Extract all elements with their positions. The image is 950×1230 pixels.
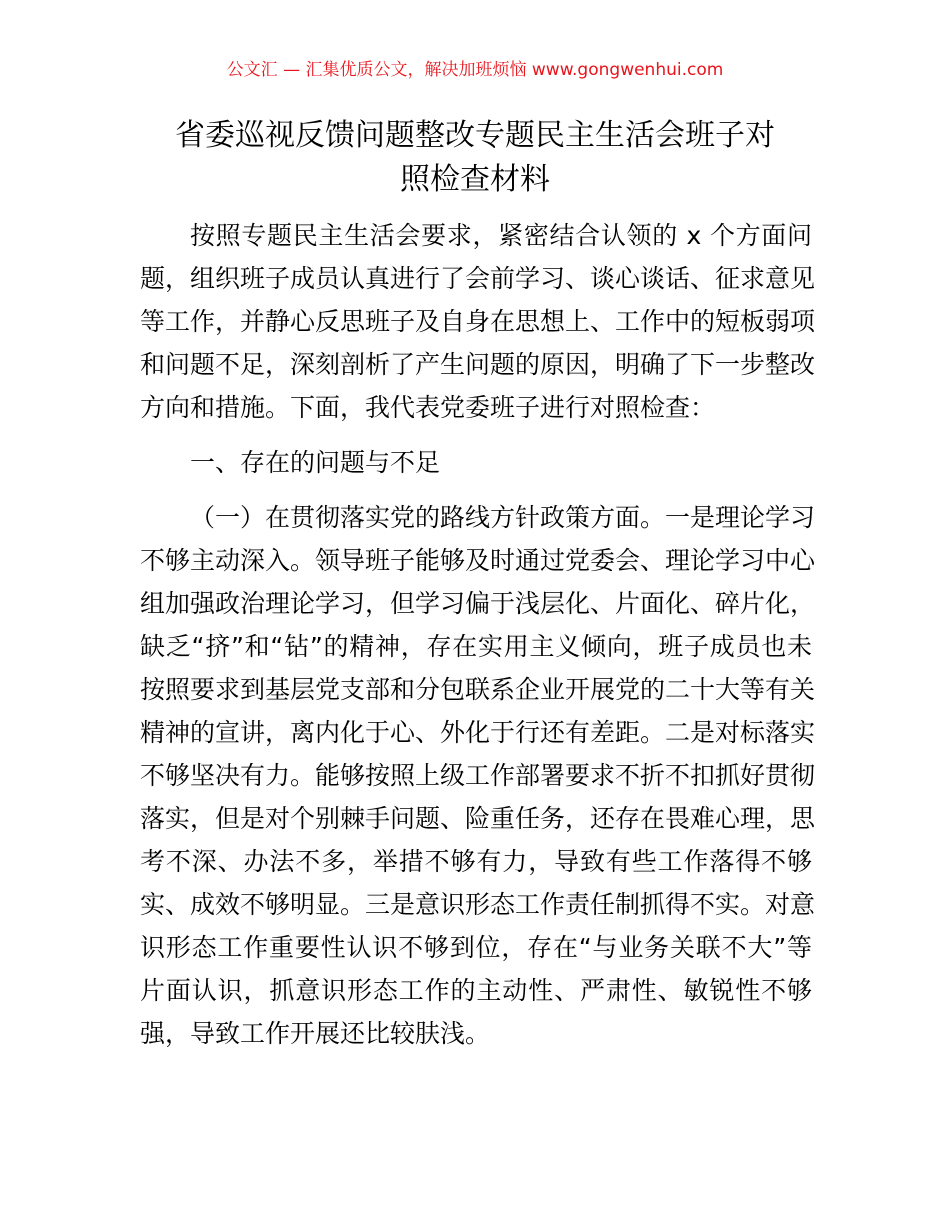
text-line: 实、成效不够明显。三是意识形态工作责任制抓得不实。对意	[140, 890, 816, 919]
text-line: 考不深、办法不多，举措不够有力，导致有些工作落得不够	[140, 847, 812, 876]
text-line: 强，导致工作开展还比较肤浅。	[140, 1019, 491, 1048]
text-line: 组加强政治理论学习，但学习偏于浅层化、片面化、碎片化，	[140, 589, 816, 618]
text-line: 和问题不足，深刻剖析了产生问题的原因，明确了下一步整改	[140, 350, 816, 379]
document-title	[130, 114, 820, 202]
section-heading	[140, 441, 812, 484]
paragraph-intro	[140, 214, 816, 429]
text-line: 片面认识，抓意识形态工作的主动性、严肃性、敏锐性不够	[140, 976, 812, 1005]
text-line: 识形态工作重要性认识不够到位，存在“与业务关联不大”等	[140, 933, 812, 962]
title-line: 省委巡视反馈问题整改专题民主生活会班子对	[175, 118, 775, 153]
text-line: 不够坚决有力。能够按照上级工作部署要求不折不扣抓好贯彻	[140, 761, 816, 790]
text-line: 等工作，并静心反思班子及自身在思想上、工作中的短板弱项	[140, 307, 816, 336]
text-line: 按照专题民主生活会要求，紧密结合认领的 x 个方面问	[190, 221, 812, 250]
watermark-header: 公文汇 — 汇集优质公文，解决加班烦恼 www.gongwenhui.com	[226, 60, 724, 80]
text-line: 精神的宣讲，离内化于心、外化于行还有差距。二是对标落实	[140, 718, 816, 747]
heading-line: 一、存在的问题与不足	[190, 448, 441, 477]
text-line: 落实，但是对个别棘手问题、险重任务，还存在畏难心理，思	[140, 804, 816, 833]
text-line: 题，组织班子成员认真进行了会前学习、谈心谈话、征求意见	[140, 264, 816, 293]
text-line: 不够主动深入。领导班子能够及时通过党委会、理论学习中心	[140, 546, 816, 575]
text-line: 按照要求到基层党支部和分包联系企业开展党的二十大等有关	[140, 675, 816, 704]
document-body	[140, 214, 816, 1055]
text-line: （一）在贯彻落实党的路线方针政策方面。一是理论学习	[190, 503, 816, 532]
text-line: 方向和措施。下面，我代表党委班子进行对照检查：	[140, 393, 716, 422]
title-line: 照检查材料	[400, 162, 550, 197]
text-line: 缺乏“挤”和“钻”的精神，存在实用主义倾向，班子成员也未	[140, 632, 812, 661]
paragraph-section-1	[140, 496, 816, 1055]
